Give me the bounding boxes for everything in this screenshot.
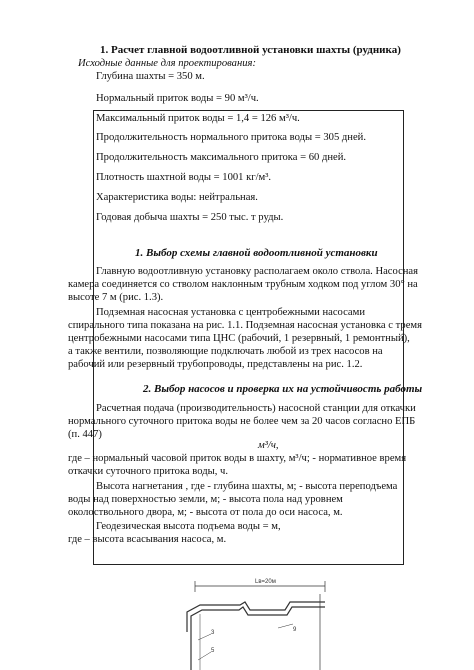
paragraph-line: Расчетная подача (производительность) насосной станции для откачки bbox=[96, 403, 416, 414]
page-heading: 1. Расчет главной водоотливной установки шахты (рудника) bbox=[100, 44, 401, 56]
formula-unit: м³/ч, bbox=[258, 440, 279, 451]
paragraph-line: околоствольного двора, м; - высота от пола до оси насоса, м. bbox=[68, 507, 343, 518]
paragraph-line: спирального типа показана на рис. 1.1. Подземная насосная установка с тремя bbox=[68, 320, 422, 331]
paragraph-line: откачки суточного притока воды, ч. bbox=[68, 466, 228, 477]
pump-station-diagram bbox=[175, 572, 335, 670]
param-max-inflow: Максимальный приток воды = 1,4 = 126 м³/ч. bbox=[96, 113, 300, 124]
param-normal-duration: Продолжительность нормального притока воды = 305 дней. bbox=[96, 132, 366, 143]
paragraph-line: камера соединяется со стволом наклонным трубным ходком под углом 30° на bbox=[68, 279, 418, 290]
paragraph-line: воды над поверхностью земли, м; - высота пола над уровнем bbox=[68, 494, 343, 505]
section1-title: 1. Выбор схемы главной водоотливной установки bbox=[135, 247, 378, 259]
paragraph-line: а также вентили, позволяющие подключать любой из трех насосов на bbox=[68, 346, 383, 357]
paragraph-line: нормального суточного притока воды не более чем за 20 часов согласно ЕПБ bbox=[68, 416, 416, 427]
paragraph-line: Геодезическая высота подъема воды = м, bbox=[96, 521, 281, 532]
callout-leader-9 bbox=[278, 624, 293, 628]
param-density: Плотность шахтной воды = 1001 кг/м³. bbox=[96, 172, 272, 183]
paragraph-line: высоте 7 м (рис. 1.3). bbox=[68, 292, 164, 303]
paragraph-line: рабочий или резервный трубопроводы, представлены на рис. 1.2. bbox=[68, 359, 363, 370]
param-depth: Глубина шахты = 350 м. bbox=[96, 71, 205, 82]
callout-5: 5 bbox=[211, 648, 215, 654]
paragraph-line: (п. 447) bbox=[68, 429, 102, 440]
section2-title: 2. Выбор насосов и проверка их на устойчивость работы bbox=[143, 383, 423, 395]
callout-9: 9 bbox=[293, 627, 297, 633]
paragraph-line: центробежными насосами типа ЦНС (рабочий, 1 резервный, 1 ремонтный), bbox=[68, 333, 410, 344]
paragraph-line: где – высота всасывания насоса, м. bbox=[68, 534, 227, 545]
param-annual-output: Годовая добыча шахты = 250 тыс. т руды. bbox=[96, 212, 284, 223]
param-water-type: Характеристика воды: нейтральная. bbox=[96, 192, 258, 203]
param-max-duration: Продолжительность максимального притока = 60 дней. bbox=[96, 152, 347, 163]
paragraph-line: Высота нагнетания , где - глубина шахты, м; - высота переподъема bbox=[96, 481, 398, 492]
dimension-label: Lв=20м bbox=[255, 579, 276, 585]
paragraph-line: где – нормальный часовой приток воды в шахту, м³/ч; - нормативное время bbox=[68, 453, 407, 464]
param-normal-inflow: Нормальный приток воды = 90 м³/ч. bbox=[96, 93, 259, 104]
pipeline-lower bbox=[191, 607, 325, 670]
source-data-label: Исходные данные для проектирования: bbox=[78, 58, 256, 69]
callout-3: 3 bbox=[211, 630, 215, 636]
paragraph-line: Главную водоотливную установку располагаем около ствола. Насосная bbox=[96, 266, 419, 277]
paragraph-line: Подземная насосная установка с центробежными насосами bbox=[96, 307, 366, 318]
